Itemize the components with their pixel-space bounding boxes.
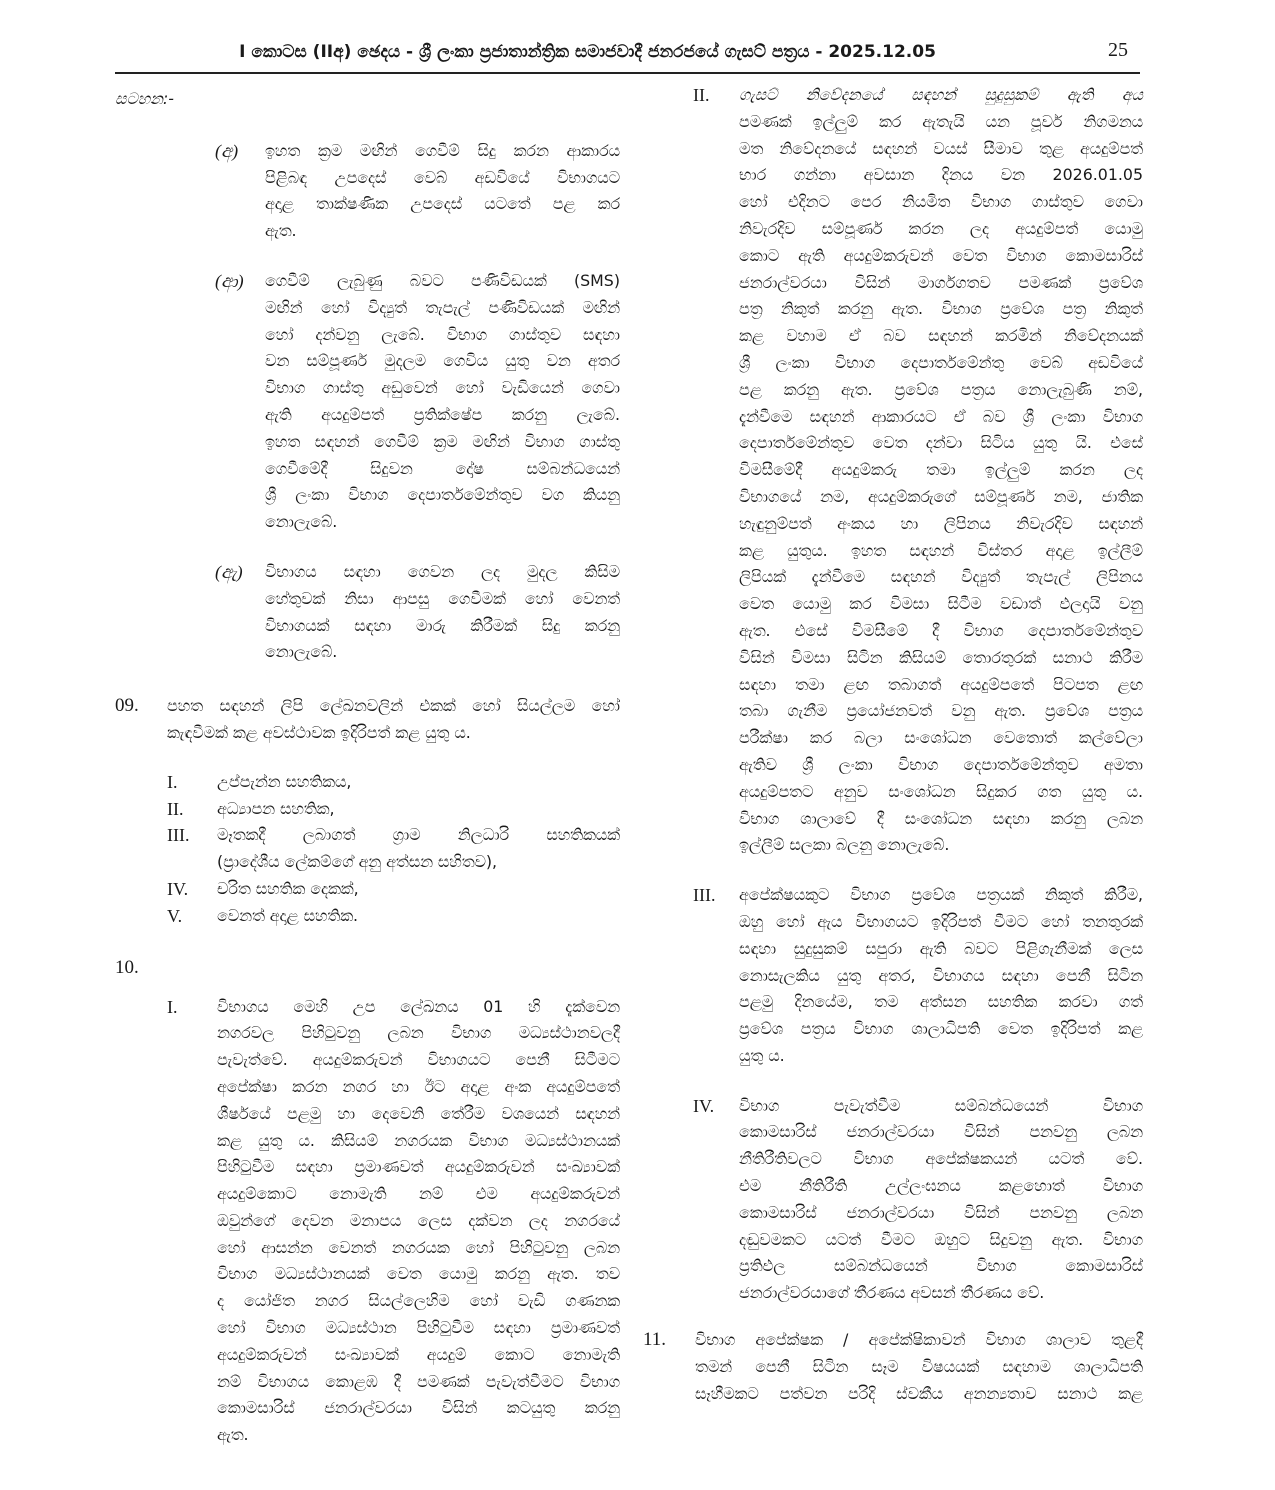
text-line: ප්‍රතිඵල සම්බන්ධයෙන් විභාග කොමසාරිස් — [739, 1256, 1143, 1276]
note-a-text — [265, 138, 620, 245]
paragraph-II-number: II. — [693, 85, 710, 105]
text-line: හෝ ආසන්න වෙනත් නගරයක හෝ පිහිටුවනු ලබන — [217, 1237, 620, 1257]
text-line: දඬුවමකට යටත් වීමට ඔහුට සිදුවනු ඇත. විභාග — [739, 1229, 1143, 1249]
text-line: නිවැරදිව සම්පූර්ණ කරන ලද අයදුම්පත් යොමු — [739, 218, 1143, 238]
text-line: කොමසාරිස් ජනරාල්වරයා විසින් කටයුතු කරනු — [217, 1398, 620, 1418]
text-line: කොට ඇති අයදුම්කරුවන් වෙත විභාග කොමසාරිස් — [739, 245, 1143, 265]
text-line: ඇතිව ශ්‍රී ලංකා විභාග දෙපාර්තමේන්තුව අමතා — [739, 754, 1143, 774]
list-item — [167, 822, 620, 876]
text-line: පළමු දිනයේම, තම අත්සන සහතික කරවා ගත් — [739, 992, 1143, 1012]
text-line: කළ වහාම ඒ බව සඳහන් කරමින් නිවේදනයක් — [739, 326, 1143, 346]
text-line: දැන්වීමෙ සඳහන් ආකාරයට ඒ බව ශ්‍රී ලංකා විභාග — [739, 406, 1143, 426]
text-line: ගැසට් නිවේදනයේ සඳහන් සුදුසුකම් ඇති අය — [739, 85, 1143, 104]
text-line: වන සම්පූර්ණ මුදලම ගෙවිය යුතු වන අතර — [265, 351, 620, 371]
note-label: සටහන:- — [115, 89, 174, 108]
text-line: තමන් පෙනී සිටින සෑම විෂයයක් සඳහාම ශාලාධිපති — [695, 1356, 1143, 1376]
section-11 — [643, 1327, 1143, 1407]
paragraph-IV-text — [739, 1093, 1143, 1307]
text-line: නම් විභාගය කොළඹ දී පමණක් පැවැත්වීමට විභාග — [217, 1371, 620, 1391]
text-line: පිළිබඳ උපදෙස් වෙබ් අඩවියේ විභාගයට — [265, 167, 620, 187]
list-item-text: චරිත සහතික දෙකක්, — [217, 878, 359, 898]
text-line: විභාග පැවැත්වීම සම්බන්ධයෙන් විභාග — [739, 1095, 1143, 1115]
text-line: පහත සඳහන් ලිපි ලේඛනවලින් එකක් හෝ සියල්ලම හෝ — [167, 696, 620, 716]
text-line: පමණක් ඉල්ලුම් කර ඇතැයි යන පූර්ව නිගමනය — [739, 111, 1143, 131]
note-aa — [215, 268, 620, 536]
text-line: ගෙවීම් ලැබුණු බවට පණිවිඩයක් (SMS) — [265, 270, 620, 290]
text-line: කළ යුතු ය. කිසියම් නගරයක විභාග මධ්‍යස්ථානයක් — [217, 1130, 620, 1150]
text-line: හෝ විභාග මධ්‍යස්ථාන පිහිටුවීම සඳහා ප්‍රමාණවත් — [217, 1318, 620, 1338]
note-a — [215, 138, 620, 245]
text-line: ඉහත ක්‍රම මඟින් ගෙවීම් සිදු කරන ආකාරය — [265, 140, 620, 160]
list-item-number: IV. — [167, 878, 189, 899]
text-line: අයදුම්කරුවන් සංඛ්‍යාවක් අයදුම් කොට නොමැති — [217, 1344, 620, 1364]
text-line: නගරවල පිහිටුවනු ලබන විභාග මධ්‍යස්ථානවලදී — [217, 1023, 620, 1043]
text-line: සඳහා තමා ළඟ තබාගත් අයදුම්පතේ පිටපත ළඟ — [739, 674, 1143, 694]
text-line: විමසීමේදී අයදුම්කරු තමා ඉල්ලුම් කරන ලද — [739, 460, 1143, 480]
text-line: විභාග මධ්‍යස්ථානයක් වෙත යොමු කරනු ඇත. තව — [217, 1264, 620, 1284]
text-line: මඟින් හෝ විද්‍යුත් තැපැල් පණිවිඩයක් මඟින් — [265, 297, 620, 317]
text-line: ජනරාල්වරයාගේ තීරණය අවසන් තීරණය වේ. — [739, 1283, 1045, 1303]
text-line: හේතුවක් නිසා ආපසු ගෙවීමක් හෝ වෙනත් — [265, 588, 620, 608]
note-a-mark: (අ) — [215, 140, 239, 161]
text-line: ඔහු හෝ ඇය විභාගයට ඉදිරිපත් වීමට හෝ තනතුරක් — [739, 911, 1143, 931]
text-line: ශීර්ෂයේ පළමු හා දෙවෙනි තේරීම වශයෙන් සඳහන් — [217, 1103, 620, 1123]
section-10-text — [217, 994, 620, 1450]
section-11-text — [695, 1327, 1143, 1407]
text-line: පරීක්ෂා කර බලා සංශෝධන වෙතොත් කල්වේලා — [739, 728, 1143, 748]
text-line: පැවැත්වේ. අයදුම්කරුවන් විභාගයට පෙනී සිටීමට — [217, 1050, 620, 1070]
text-line: නීතිරීතිවලට විභාග අපේක්ෂකයන් යටත් වේ. — [739, 1149, 1143, 1169]
list-item-number: II. — [167, 798, 184, 819]
text-line: තබා ගැනීම ප්‍රයෝජනවත් වනු ඇත. ප්‍රවේශ පත්‍රය — [739, 701, 1143, 721]
text-line: කොමසාරිස් ජනරාල්වරයා විසින් පනවනු ලබන — [739, 1202, 1143, 1222]
text-line: කැඳවීමක් කළ අවස්ථාවක ඉදිරිපත් කළ යුතු ය. — [167, 722, 471, 742]
list-item-number: V. — [167, 905, 183, 926]
list-item — [167, 994, 620, 1450]
text-line: වෙත යොමු කර විමසා සිටීම වඩාත් ඵලදායි වනු — [739, 594, 1143, 614]
text-line: ඇති අයදුම්පත් ප්‍රතික්ෂේප කරනු ලැබේ. — [265, 404, 620, 424]
section-10-number: 10. — [115, 956, 139, 978]
text-line: කොමසාරිස් ජනරාල්වරයා විසින් පනවනු ලබන — [739, 1122, 1143, 1142]
text-line: අදාළ තාක්ෂණික උපදෙස් යටතේ පළ කර — [265, 194, 620, 214]
text-line: ගෙවීමේදී සිදුවන දෝෂ සම්බන්ධයෙන් — [265, 458, 620, 478]
text-line: ශ්‍රී ලංකා විභාග දෙපාර්තමේන්තුව වග කියනු — [265, 485, 620, 505]
section-09-number: 09. — [115, 695, 139, 717]
text-line: යුතු ය. — [739, 1045, 785, 1065]
text-line: විභාගය සඳහා ගෙවන ලද මුදල කිසිම — [265, 561, 620, 581]
list-item-number: III. — [167, 825, 190, 846]
text-line: විභාග ගාස්තු අඩුවෙන් හෝ වැඩියෙන් ගෙවා — [265, 378, 620, 398]
text-line: අයදුම්පතට අනුව සංශෝධන සිදුකර ගත යුතු ය. — [739, 781, 1143, 801]
list-item-text: වෙනත් අදාළ සහතික. — [217, 905, 359, 925]
text-line: විභාගයේ නම, අයදුම්කරුගේ සම්පූර්ණ නම, ජාතික — [739, 486, 1143, 506]
list-item — [167, 876, 620, 903]
section-09 — [115, 693, 620, 747]
text-line: ශ්‍රී ලංකා විභාග දෙපාර්තමේන්තු වෙබ් අඩවියේ — [739, 352, 1143, 372]
gazette-header-title: I කොටස (IIඅ) ඡෙදය - ශ්‍රී ලංකා ප්‍රජාතාන්ත්‍රික සමාජවාදී ජනරජයේ ගැසට් පත්‍රය - 2025.12.05 — [239, 42, 936, 62]
text-line: ඉහත සඳහන් ගෙවීම් ක්‍රම මඟින් විභාග ගාස්තු — [265, 431, 620, 451]
text-line: හෝ එදිනට පෙර නියමිත විභාග ගාස්තුව ගෙවා — [739, 192, 1143, 212]
page-header — [115, 39, 1140, 74]
text-line: ඇත. — [265, 221, 297, 241]
text-line: අපේක්ෂා කරන නගර හා ඊට අදාළ අංක අයදුම්පතේ — [217, 1076, 620, 1096]
text-line: ද යෝජිත නගර සියල්ලෙහිම හෝ වැඩි ගණනක — [217, 1291, 620, 1311]
note-aa-mark: (ආ) — [215, 270, 244, 291]
paragraph-IV-number: IV. — [693, 1095, 715, 1116]
text-line: හෝ දන්වනු ලැබේ. විභාග ගාස්තුව සඳහා — [265, 324, 620, 344]
text-line: අයදුම්කොට නොමැති නම් එම අයදුම්කරුවන් — [217, 1184, 620, 1204]
text-line: පළ කරනු ඇත. ප්‍රවේශ පත්‍රය නොලැබුණි නම්, — [739, 379, 1143, 399]
section-10 — [115, 955, 620, 982]
text-line: කළ යුතුය. ඉහත සඳහන් විස්තර අදාළ ඉල්ලීම් — [739, 540, 1143, 560]
text-line: නොසැලකිය යුතු අතර, විභාගය සඳහා පෙනී සිටින — [739, 965, 1143, 985]
list-item — [167, 769, 620, 796]
text-line: සෑහීමකට පත්වන පරිදි ස්වකීය අනන්‍යතාව සනාථ කළ — [695, 1383, 1143, 1403]
text-line: ප්‍රවේශ පත්‍රය විභාග ශාලාධිපති වෙත ඉදිරිපත් කළ — [739, 1019, 1143, 1039]
text-line: සඳහා සුදුසුකම් සපුරා ඇති බවට පිළිගැනීමක් ලෙස — [739, 938, 1143, 958]
text-line: මත නිවේදනයේ සඳහන් වයස් සීමාව තුළ අයදුම්පත් — [739, 138, 1143, 158]
text-line: අපේක්ෂයකුට විභාග ප්‍රවේශ පත්‍රයක් නිකුත් කිරීම, — [739, 885, 1143, 905]
left-column — [115, 82, 620, 1449]
text-line: විභාගය මෙහි උප ලේඛනය 01 හි දැක්වෙන — [217, 996, 620, 1016]
paragraph-IV — [643, 1093, 1143, 1307]
text-line: ඇත. — [217, 1425, 249, 1445]
text-line: භාර ගන්නා අවසාන දිනය වන 2026.01.05 — [739, 165, 1143, 185]
list-item — [167, 903, 620, 930]
list-item — [167, 796, 620, 823]
paragraph-III-text — [739, 882, 1143, 1070]
text-line: නොලැබේ. — [265, 642, 338, 662]
list-item-text: (ප්‍රාදේශීය ලේකම්ගේ අනු අත්සන සහිතව), — [217, 852, 498, 872]
note-ae-mark: (ඇ) — [215, 561, 243, 582]
paragraph-III-number: III. — [693, 885, 716, 906]
section-11-number: 11. — [643, 1329, 667, 1351]
section-10-list — [167, 994, 620, 1450]
section-09-list — [167, 769, 620, 930]
right-column — [643, 82, 1143, 1407]
page-number: 25 — [1108, 39, 1128, 61]
list-item-number: I. — [167, 771, 178, 792]
list-item-text: අධ්‍යාපන සහතික, — [217, 798, 335, 818]
text-line: විභාගයක් සඳහා මාරු කිරීමක් සිදු කරනු — [265, 615, 620, 635]
text-line: ඉල්ලීම් සලකා බලනු නොලැබේ. — [739, 835, 950, 855]
section-09-text — [167, 693, 620, 747]
text-line: පත්‍ර නිකුත් කරනු ඇත. විභාග ප්‍රවේශ පත්‍ර නිකුත් — [739, 299, 1143, 319]
text-line: පිහිටුවීම සඳහා ප්‍රමාණවත් අයදුම්කරුවන් සංඛ්‍යාවක් — [217, 1157, 620, 1177]
paragraph-II-text — [739, 82, 1143, 859]
text-line: ලිපියක් දැන්වීමෙ සඳහන් විද්‍යුත් තැපැල් ලිපිනය — [739, 567, 1143, 587]
note-aa-text — [265, 268, 620, 536]
text-line: දෙපාර්තමේන්තුව වෙත දන්වා සිටිය යුතු යි. එසේ — [739, 433, 1143, 453]
text-line: විසින් විමසා සිටින කිසියම් තොරතුරක් සනාථ කිරීම — [739, 647, 1143, 667]
text-line: විභාග ශාලාවේ දී සංශෝධන සඳහා කරනු ලබන — [739, 808, 1143, 828]
text-line: ඇත. එසේ විමසීමේ දී විභාග දෙපාර්තමේන්තුව — [739, 620, 1143, 640]
note-ae — [215, 559, 620, 666]
list-item-text: මෑතකදී ලබාගත් ග්‍රාම නිලධාරි සහතිකයක් — [217, 825, 620, 845]
text-line: විභාග අපේක්ෂක / අපේක්ෂිකාවන් විභාග ශාලාව තුළදී — [695, 1330, 1143, 1350]
text-line: නොලැබේ. — [265, 512, 338, 532]
list-item-number: I. — [167, 996, 178, 1017]
text-line: ඔවුන්ගේ දෙවන මනාපය ලෙස දක්වන ලද නගරයේ — [217, 1210, 620, 1230]
text-line: ජනරාල්වරයා විසින් මාර්ගගතව පමණක් ප්‍රවේශ — [739, 272, 1143, 292]
paragraph-II — [643, 82, 1143, 859]
list-item-text: උප්පැන්න සහතිකය, — [217, 771, 352, 791]
text-line: එම නීතිරීති උල්ලංඝනය කළහොත් විභාග — [739, 1176, 1143, 1196]
paragraph-III — [643, 882, 1143, 1070]
note-ae-text — [265, 559, 620, 666]
text-line: හැඳුනුම්පත් අංකය හා ලිපිනය නිවැරදිව සඳහන් — [739, 513, 1143, 533]
